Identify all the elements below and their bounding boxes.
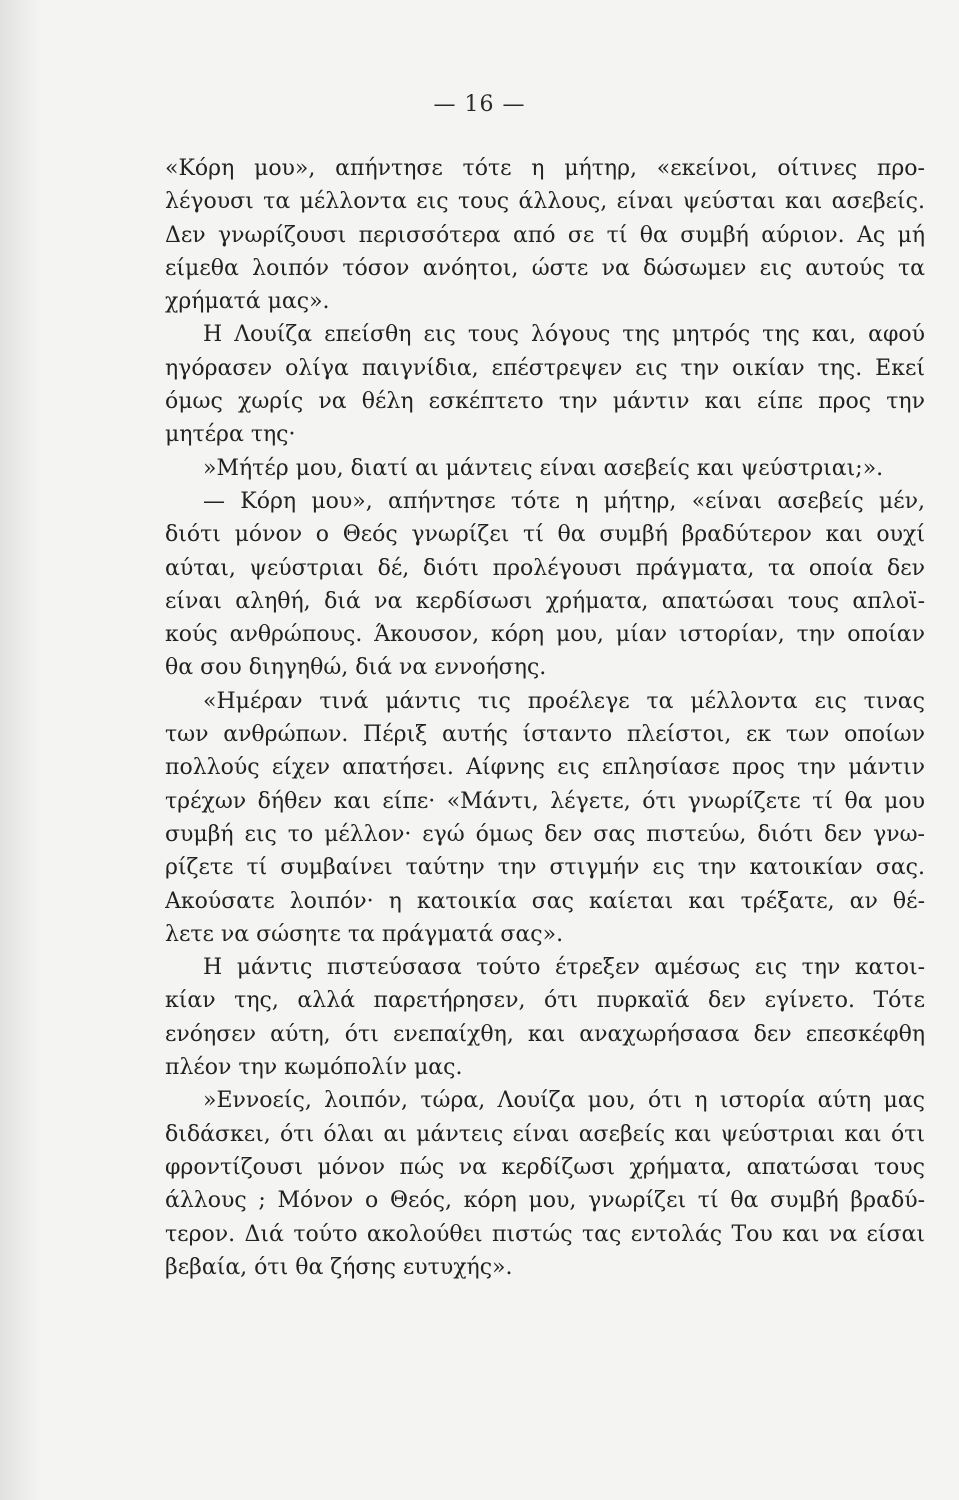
text-line: μητέρα της· <box>165 422 296 448</box>
text-line: συμβή εις το μέλλον· εγώ όμως δεν σας πιστεύω, διότι δεν γνω- <box>165 821 925 847</box>
text-line: λέγουσι τα μέλλοντα εις τους άλλους, είναι ψεύσται και ασεβείς. <box>165 189 925 215</box>
text-line: βεβαία, ότι θα ζήσης ευτυχής». <box>165 1254 513 1280</box>
text-line: »Εννοείς, λοιπόν, τώρα, Λουίζα μου, ότι η ιστορία αύτη μας <box>203 1088 925 1114</box>
text-line: όμως χωρίς να θέλη εσκέπτετο την μάντιν και είπε προς την <box>165 389 925 415</box>
text-line: Ακούσατε λοιπόν· η κατοικία σας καίεται και τρέξατε, αν θέ- <box>165 888 925 914</box>
text-line: τρέχων δήθεν και είπε· «Μάντι, λέγετε, ότι γνωρίζετε τί θα μου <box>165 788 925 814</box>
page-number: — 16 — <box>433 92 526 117</box>
text-line: »Μήτέρ μου, διατί αι μάντεις είναι ασεβείς και ψεύστριαι;». <box>203 455 884 481</box>
text-line: ενόησεν αύτη, ότι ενεπαίχθη, και αναχωρήσασα δεν επεσκέφθη <box>165 1021 925 1047</box>
text-line: πολλούς είχεν απατήσει. Αίφνης εις επλησίασε προς την μάντιν <box>165 755 925 781</box>
text-line: ηγόρασεν ολίγα παιγνίδια, επέστρεψεν εις την οικίαν της. Εκεί <box>165 355 925 381</box>
text-line: κούς ανθρώπους. Άκουσον, κόρη μου, μίαν ιστορίαν, την οποίαν <box>165 622 925 648</box>
text-line: είμεθα λοιπόν τόσον ανόητοι, ώστε να δώσωμεν εις αυτούς τα <box>165 255 925 281</box>
text-line: Η Λουίζα επείσθη εις τους λόγους της μητρός της και, αφού <box>203 322 925 348</box>
page-edge-shadow <box>0 0 40 1500</box>
body-text <box>165 152 925 1284</box>
text-line: διότι μόνον ο Θεός γνωρίζει τί θα συμβή βραδύτερον και ουχί <box>165 522 925 548</box>
text-line: — Κόρη μου», απήντησε τότε η μήτηρ, «είναι ασεβείς μέν, <box>203 488 925 514</box>
text-line: θα σου διηγηθώ, διά να εννοήσης. <box>165 655 547 681</box>
text-line: διδάσκει, ότι όλαι αι μάντεις είναι ασεβείς και ψεύστριαι και ότι <box>165 1121 925 1147</box>
text-line: «Ημέραν τινά μάντις τις προέλεγε τα μέλλοντα εις τινας <box>203 688 925 714</box>
text-line: κίαν της, αλλά παρετήρησεν, ότι πυρκαϊά δεν εγίνετο. Τότε <box>165 988 925 1014</box>
text-line: τερον. Διά τούτο ακολούθει πιστώς τας εντολάς Του και να είσαι <box>165 1221 925 1247</box>
text-line: φροντίζουσι μόνον πώς να κερδίζωσι χρήματα, απατώσαι τους <box>165 1154 925 1180</box>
text-line: είναι αληθή, διά να κερδίσωσι χρήματα, απατώσαι τους απλοϊ- <box>165 588 925 614</box>
text-line: Δεν γνωρίζουσι περισσότερα από σε τί θα συμβή αύριον. Ας μή <box>165 222 925 248</box>
text-line: ρίζετε τί συμβαίνει ταύτην την στιγμήν εις την κατοικίαν σας. <box>165 855 925 881</box>
text-line: «Κόρη μου», απήντησε τότε η μήτηρ, «εκείνοι, οίτινες προ- <box>165 156 925 181</box>
text-line: αύται, ψεύστριαι δέ, διότι προλέγουσι πράγματα, τα οποία δεν <box>165 555 925 581</box>
text-line: άλλους ; Μόνον ο Θεός, κόρη μου, γνωρίζει τί θα συμβή βραδύ- <box>165 1188 925 1214</box>
text-line: Η μάντις πιστεύσασα τούτο έτρεξεν αμέσως εις την κατοι- <box>203 955 925 981</box>
text-line: λετε να σώσητε τα πράγματά σας». <box>165 921 564 947</box>
text-line: χρήματά μας». <box>165 289 330 315</box>
text-line: των ανθρώπων. Πέριξ αυτής ίσταντο πλείστοι, εκ των οποίων <box>165 722 925 748</box>
text-line: πλέον την κωμόπολίν μας. <box>165 1055 463 1081</box>
